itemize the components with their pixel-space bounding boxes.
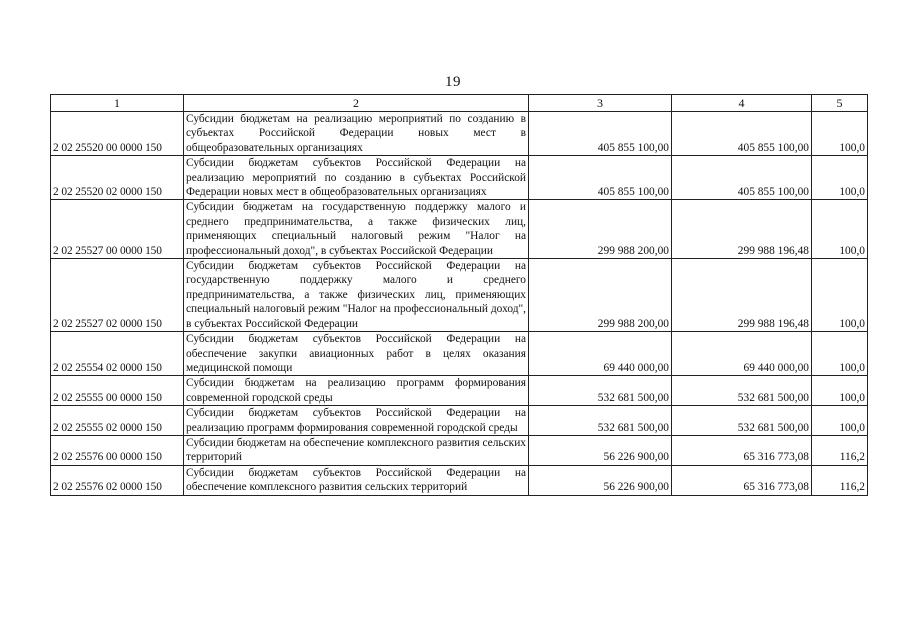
row-description: Субсидии бюджетам субъектов Российской Федерации на государственную поддержку малого и среднего предпринимательства, а также физических лиц, применяющих специальный налоговый режим "Налог на профессиональный доход", в субъектах Российской Федерации — [184, 259, 529, 332]
row-description: Субсидии бюджетам на обеспечение комплексного развития сельских территорий — [184, 435, 529, 465]
row-col5-value: 100,0 — [812, 112, 868, 156]
table-row — [51, 259, 868, 332]
row-col5-value: 100,0 — [812, 259, 868, 332]
row-code: 2 02 25555 02 0000 150 — [51, 406, 184, 436]
row-col3-value: 56 226 900,00 — [529, 465, 672, 495]
row-code: 2 02 25576 00 0000 150 — [51, 435, 184, 465]
row-code: 2 02 25520 02 0000 150 — [51, 156, 184, 200]
row-col5-value: 100,0 — [812, 406, 868, 436]
table-row — [51, 406, 868, 436]
row-col3-value: 69 440 000,00 — [529, 332, 672, 376]
row-col3-value: 56 226 900,00 — [529, 435, 672, 465]
table-row — [51, 465, 868, 495]
row-col5-value: 100,0 — [812, 376, 868, 406]
row-code: 2 02 25576 02 0000 150 — [51, 465, 184, 495]
header-col-1: 1 — [51, 95, 184, 112]
table-row — [51, 332, 868, 376]
row-description: Субсидии бюджетам на реализацию программ формирования современной городской среды — [184, 376, 529, 406]
row-description: Субсидии бюджетам на реализацию мероприятий по созданию в субъектах Российской Федерации новых мест в общеобразовательных организациях — [184, 112, 529, 156]
header-col-4: 4 — [672, 95, 812, 112]
row-col5-value: 100,0 — [812, 156, 868, 200]
row-description: Субсидии бюджетам субъектов Российской Федерации на реализацию мероприятий по созданию в субъектах Российской Федерации новых мест в общеобразовательных организациях — [184, 156, 529, 200]
row-code: 2 02 25527 00 0000 150 — [51, 200, 184, 259]
row-description: Субсидии бюджетам субъектов Российской Федерации на обеспечение закупки авиационных работ в целях оказания медицинской помощи — [184, 332, 529, 376]
row-code: 2 02 25520 00 0000 150 — [51, 112, 184, 156]
row-col3-value: 532 681 500,00 — [529, 406, 672, 436]
row-col3-value: 299 988 200,00 — [529, 200, 672, 259]
table-row — [51, 112, 868, 156]
row-col4-value: 69 440 000,00 — [672, 332, 812, 376]
row-col5-value: 116,2 — [812, 435, 868, 465]
header-col-3: 3 — [529, 95, 672, 112]
table-row — [51, 156, 868, 200]
budget-table — [50, 94, 868, 496]
row-col4-value: 532 681 500,00 — [672, 376, 812, 406]
row-description: Субсидии бюджетам субъектов Российской Федерации на реализацию программ формирования современной городской среды — [184, 406, 529, 436]
row-col5-value: 100,0 — [812, 200, 868, 259]
table-row — [51, 376, 868, 406]
page-number: 19 — [445, 74, 461, 90]
header-col-5: 5 — [812, 95, 868, 112]
row-col4-value: 65 316 773,08 — [672, 435, 812, 465]
row-col3-value: 299 988 200,00 — [529, 259, 672, 332]
row-code: 2 02 25555 00 0000 150 — [51, 376, 184, 406]
row-col4-value: 65 316 773,08 — [672, 465, 812, 495]
row-col5-value: 100,0 — [812, 332, 868, 376]
row-col3-value: 405 855 100,00 — [529, 112, 672, 156]
row-col3-value: 405 855 100,00 — [529, 156, 672, 200]
row-code: 2 02 25527 02 0000 150 — [51, 259, 184, 332]
header-col-2: 2 — [184, 95, 529, 112]
row-description: Субсидии бюджетам субъектов Российской Федерации на обеспечение комплексного развития сельских территорий — [184, 465, 529, 495]
row-col4-value: 532 681 500,00 — [672, 406, 812, 436]
table-row — [51, 200, 868, 259]
row-col4-value: 299 988 196,48 — [672, 259, 812, 332]
row-col3-value: 532 681 500,00 — [529, 376, 672, 406]
table-row — [51, 435, 868, 465]
row-col5-value: 116,2 — [812, 465, 868, 495]
row-code: 2 02 25554 02 0000 150 — [51, 332, 184, 376]
table-header-row — [51, 95, 868, 112]
row-description: Субсидии бюджетам на государственную поддержку малого и среднего предпринимательства, а также физических лиц, применяющих специальный налоговый режим "Налог на профессиональный доход", в субъектах Российской Федерации — [184, 200, 529, 259]
row-col4-value: 405 855 100,00 — [672, 156, 812, 200]
row-col4-value: 299 988 196,48 — [672, 200, 812, 259]
row-col4-value: 405 855 100,00 — [672, 112, 812, 156]
